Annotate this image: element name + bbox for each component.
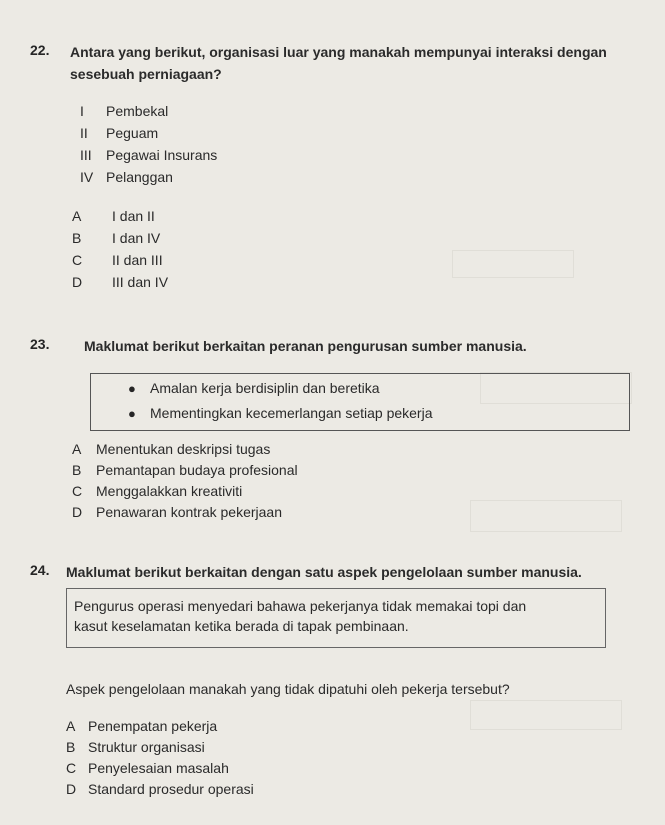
- answer-option-a[interactable]: [72, 208, 155, 224]
- option-text: Struktur organisasi: [88, 739, 205, 755]
- option-text: I dan IV: [112, 230, 161, 246]
- question-stem: Maklumat berikut berkaitan peranan pengurusan sumber manusia.: [84, 338, 527, 354]
- option-text: III dan IV: [112, 274, 169, 290]
- scenario-text-line2: kasut keselamatan ketika berada di tapak pembinaan.: [74, 618, 409, 634]
- option-letter: B: [72, 462, 82, 478]
- answer-option-b[interactable]: [66, 739, 205, 755]
- bleed-through-mark: [452, 250, 574, 278]
- answer-option-d[interactable]: [72, 274, 168, 290]
- question-number: 22.: [30, 42, 50, 58]
- statement-item: [80, 103, 168, 119]
- info-bullet-text: Mementingkan kecemerlangan setiap pekerja: [150, 405, 433, 421]
- question-stem: Maklumat berikut berkaitan dengan satu aspek pengelolaan sumber manusia.: [66, 564, 582, 580]
- bullet-icon: ●: [128, 406, 136, 421]
- info-bullet-text: Amalan kerja berdisiplin dan beretika: [150, 380, 380, 396]
- option-letter: D: [66, 781, 77, 797]
- statement-text: Pelanggan: [106, 169, 173, 185]
- statement-item: [80, 147, 217, 163]
- question-number: 24.: [30, 562, 50, 578]
- statement-text: Pembekal: [106, 103, 169, 119]
- bleed-through-mark: [470, 500, 622, 532]
- option-text: Penyelesaian masalah: [88, 760, 229, 776]
- answer-option-a[interactable]: [66, 718, 217, 734]
- option-letter: A: [66, 718, 76, 734]
- statement-text: Pegawai Insurans: [106, 147, 218, 163]
- statement-roman: III: [80, 147, 92, 163]
- answer-option-b[interactable]: [72, 462, 298, 478]
- question-number: 23.: [30, 336, 50, 352]
- option-letter: A: [72, 441, 82, 457]
- question-stem-line2: sesebuah perniagaan?: [70, 66, 222, 82]
- question-stem-line1: Antara yang berikut, organisasi luar yang manakah mempunyai interaksi dengan: [70, 44, 607, 60]
- option-letter: C: [72, 252, 83, 268]
- statement-item: [80, 169, 173, 185]
- answer-option-c[interactable]: [72, 483, 242, 499]
- option-letter: C: [66, 760, 77, 776]
- answer-option-c[interactable]: [72, 252, 163, 268]
- answer-option-d[interactable]: [72, 504, 282, 520]
- answer-option-a[interactable]: [72, 441, 270, 457]
- option-letter: A: [72, 208, 82, 224]
- answer-option-b[interactable]: [72, 230, 160, 246]
- statement-text: Peguam: [106, 125, 159, 141]
- option-letter: B: [72, 230, 82, 246]
- statement-item: [80, 125, 158, 141]
- answer-option-d[interactable]: [66, 781, 254, 797]
- statement-roman: IV: [80, 169, 94, 185]
- statement-roman: II: [80, 125, 88, 141]
- option-text: Standard prosedur operasi: [88, 781, 254, 797]
- option-text: Menentukan deskripsi tugas: [96, 441, 271, 457]
- sub-question: Aspek pengelolaan manakah yang tidak dipatuhi oleh pekerja tersebut?: [66, 681, 510, 697]
- statement-roman: I: [80, 103, 84, 119]
- option-letter: D: [72, 274, 83, 290]
- option-text: Pemantapan budaya profesional: [96, 462, 298, 478]
- option-text: II dan III: [112, 252, 163, 268]
- bleed-through-mark: [470, 700, 622, 730]
- option-text: I dan II: [112, 208, 155, 224]
- option-text: Penempatan pekerja: [88, 718, 218, 734]
- scenario-text-line1: Pengurus operasi menyedari bahawa pekerjanya tidak memakai topi dan: [74, 598, 527, 614]
- option-letter: D: [72, 504, 83, 520]
- option-letter: B: [66, 739, 76, 755]
- bullet-icon: ●: [128, 381, 136, 396]
- answer-option-c[interactable]: [66, 760, 229, 776]
- option-text: Menggalakkan kreativiti: [96, 483, 243, 499]
- option-letter: C: [72, 483, 83, 499]
- option-text: Penawaran kontrak pekerjaan: [96, 504, 283, 520]
